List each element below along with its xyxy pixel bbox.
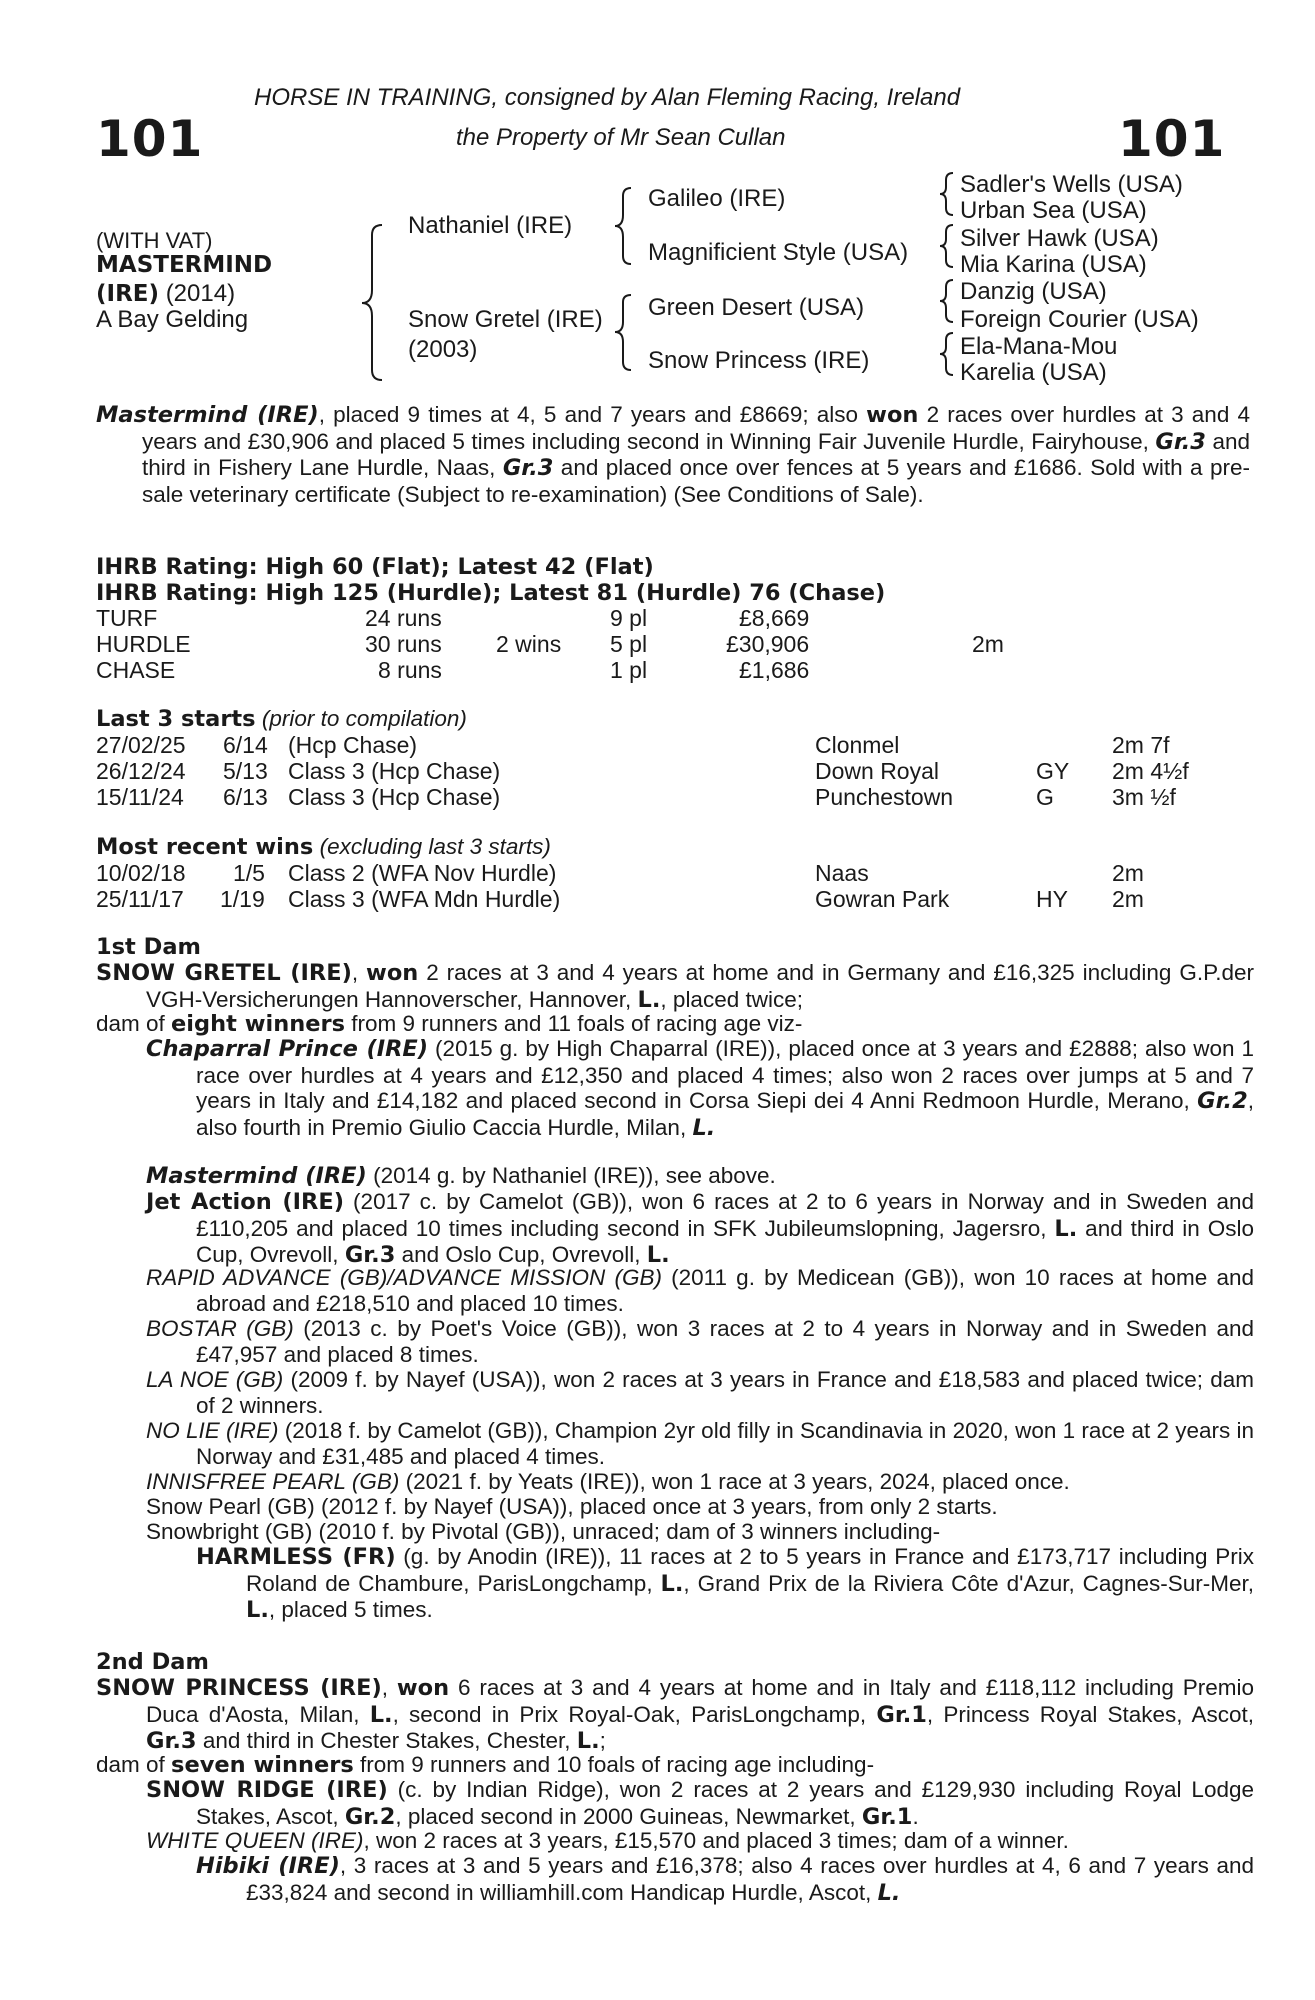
summary-won: won: [866, 402, 919, 428]
record-row-hurdle: HURDLE 30 runs 2 wins 5 pl £30,906 2m: [96, 631, 1004, 657]
produce-entry: NO LIE (IRE) (2018 f. by Camelot (GB)), Champion 2yr old filly in Scandinavia in 2020, won 1 race at 2 years in Norway and £31,485 and placed 4 times.: [146, 1418, 1255, 1469]
summary-paragraph: Mastermind (IRE), placed 9 times at 4, 5 and 7 years and £8669; also won 2 races over hurdles at 3 and 4 years and £30,906 and placed 5 times including second in Winning Fair Juvenile Hurdle, Fairyhouse, Gr.3 and third in Fishery Lane Hurdle, Naas, Gr.3 and placed once over fences at 5 years and £1686. Sold with a pre-sale veterinary certificate (Subject to re-examination) (See Conditions of Sale).: [96, 402, 1250, 507]
pedigree-dds: Ela-Mana-Mou: [960, 333, 1118, 360]
produce-entry: Mastermind (IRE) (2014 g. by Nathaniel (IRE)), see above.: [146, 1163, 776, 1189]
ihrb-rating-jumps: IHRB Rating: High 125 (Hurdle); Latest 81 (Hurdle) 76 (Chase): [96, 580, 886, 606]
first-dam-name: SNOW GRETEL (IRE): [96, 960, 352, 986]
last3-row: 27/02/25 6/14 (Hcp Chase) Clonmel 2m 7f: [96, 732, 1170, 758]
pedigree-sire: Nathaniel (IRE): [408, 212, 573, 239]
first-dam-paragraph: SNOW GRETEL (IRE), won 2 races at 3 and 4 years at home and in Germany and £16,325 including G.P.der VGH-Versicherungen Hannoverscher, Hannover, L., placed twice;: [96, 960, 1254, 1013]
last3-note: (prior to compilation): [261, 706, 467, 731]
pedigree-sds: Silver Hawk (USA): [960, 225, 1159, 252]
record-row-chase: CHASE 8 runs 1 pl £1,686: [96, 657, 810, 683]
pedigree-dam-dam: Snow Princess (IRE): [648, 347, 870, 374]
record-row-turf: TURF 24 runs 9 pl £8,669: [96, 605, 810, 631]
produce-entry: Snowbright (GB) (2010 f. by Pivotal (GB)), unraced; dam of 3 winners including-: [146, 1519, 941, 1544]
recent-wins-row: 25/11/17 1/19 Class 3 (WFA Mdn Hurdle) Gowran Park HY 2m: [96, 886, 1144, 912]
first-dam-produce-summary: dam of eight winners from 9 runners and 11 foals of racing age viz-: [96, 1011, 803, 1037]
second-dam-produce-summary: dam of seven winners from 9 runners and 10 foals of racing age including-: [96, 1752, 875, 1778]
horse-description: A Bay Gelding: [96, 306, 249, 333]
pedigree-dam-sire: Green Desert (USA): [648, 294, 865, 321]
produce-entry: HARMLESS (FR) (g. by Anodin (IRE)), 11 races at 2 to 5 years in France and £173,717 including Prix Roland de Chambure, ParisLongchamp, L., Grand Prix de la Riviera Côte d'Azur, Cagnes-Sur-Mer, L., placed 5 times.: [196, 1544, 1254, 1623]
recent-wins-row: 10/02/18 1/5 Class 2 (WFA Nov Hurdle) Naas 2m: [96, 860, 1144, 886]
pedigree-dam-year: (2003): [408, 336, 478, 363]
last3-row: 15/11/24 6/13 Class 3 (Hcp Chase) Punchestown G 3m ½f: [96, 784, 1176, 810]
recent-wins-heading: Most recent wins: [96, 834, 314, 860]
last3-heading: Last 3 starts: [96, 706, 256, 732]
lot-number-right: 101: [1118, 110, 1226, 168]
ihrb-rating-flat: IHRB Rating: High 60 (Flat); Latest 42 (Flat): [96, 554, 654, 580]
first-dam-heading: 1st Dam: [96, 934, 201, 960]
produce-entry: Snow Pearl (GB) (2012 f. by Nayef (USA)), placed once at 3 years, from only 2 starts.: [146, 1494, 998, 1519]
produce-entry: RAPID ADVANCE (GB)/ADVANCE MISSION (GB) (2011 g. by Medicean (GB)), won 10 races at home and abroad and £218,510 and placed 10 times.: [146, 1265, 1254, 1316]
lot-number-left: 101: [96, 110, 204, 168]
horse-name: MASTERMIND: [96, 252, 273, 278]
produce-entry: Chaparral Prince (IRE) (2015 g. by High Chaparral (IRE)), placed once at 3 years and £2888; also won 1 race over hurdles at 4 years and £12,350 and placed 4 times; also won 2 races over jumps at 5 and 7 years in Italy and £14,182 and placed second in Corsa Siepi dei 4 Anni Redmoon Hurdle, Merano, Gr.2, also fourth in Premio Giulio Caccia Hurdle, Milan, L.: [146, 1036, 1254, 1141]
pedigree-ssd: Urban Sea (USA): [960, 197, 1147, 224]
produce-entry: LA NOE (GB) (2009 f. by Nayef (USA)), won 2 races at 3 years in France and £18,583 and placed twice; dam of 2 winners.: [146, 1367, 1254, 1418]
produce-entry: SNOW RIDGE (IRE) (c. by Indian Ridge), won 2 races at 2 years and £129,930 including Royal Lodge Stakes, Ascot, Gr.2, placed second in 2000 Guineas, Newmarket, Gr.1.: [146, 1777, 1254, 1830]
recent-wins-note: (excluding last 3 starts): [319, 834, 551, 859]
second-dam-paragraph: SNOW PRINCESS (IRE), won 6 races at 3 and 4 years at home and in Italy and £118,112 including Premio Duca d'Aosta, Milan, L., second in Prix Royal-Oak, ParisLongchamp, Gr.1, Princess Royal Stakes, Ascot, Gr.3 and third in Chester Stakes, Chester, L.;: [96, 1675, 1255, 1754]
horse-year: (2014): [165, 280, 236, 307]
pedigree-dsd: Foreign Courier (USA): [960, 306, 1199, 333]
pedigree-sire-dam: Magnificient Style (USA): [648, 239, 909, 266]
pedigree-sire-sire: Galileo (IRE): [648, 185, 786, 212]
recent-wins-heading-line: [96, 834, 551, 860]
pedigree-sdd: Mia Karina (USA): [960, 251, 1147, 278]
vat-note: (WITH VAT): [96, 228, 213, 253]
horse-suffix: (IRE): [96, 281, 160, 307]
produce-entry: WHITE QUEEN (IRE), won 2 races at 3 years, £15,570 and placed 3 times; dam of a winner.: [146, 1828, 1069, 1853]
owner-line: the Property of Mr Sean Cullan: [456, 124, 786, 151]
pedigree-ddd: Karelia (USA): [960, 359, 1107, 386]
pedigree-sss: Sadler's Wells (USA): [960, 171, 1183, 198]
pedigree-dss: Danzig (USA): [960, 278, 1107, 305]
pedigree-dam: Snow Gretel (IRE): [408, 306, 603, 333]
last3-row: 26/12/24 5/13 Class 3 (Hcp Chase) Down Royal GY 2m 4½f: [96, 758, 1189, 784]
consignor-line: HORSE IN TRAINING, consigned by Alan Fleming Racing, Ireland: [254, 84, 961, 111]
produce-entry: BOSTAR (GB) (2013 c. by Poet's Voice (GB)), won 3 races at 2 to 4 years in Norway and in Sweden and £47,957 and placed 8 times.: [146, 1316, 1255, 1367]
second-dam-heading: 2nd Dam: [96, 1649, 209, 1675]
second-dam-name: SNOW PRINCESS (IRE): [96, 1675, 382, 1701]
produce-entry: Jet Action (IRE) (2017 c. by Camelot (GB)), won 6 races at 2 to 6 years in Norway and in Sweden and £110,205 and placed 10 times including second in SFK Jubileumslopning, Jagersro, L. and third in Oslo Cup, Ovrevoll, Gr.3 and Oslo Cup, Ovrevoll, L.: [146, 1189, 1254, 1268]
produce-entry: INNISFREE PEARL (GB) (2021 f. by Yeats (IRE)), won 1 race at 3 years, 2024, placed once.: [146, 1469, 1070, 1494]
last3-heading-line: [96, 706, 467, 732]
summary-name: Mastermind (IRE): [96, 402, 319, 428]
produce-entry: Hibiki (IRE), 3 races at 3 and 5 years and £16,378; also 4 races over hurdles at 4, 6 and 7 years and £33,824 and second in williamhill.com Handicap Hurdle, Ascot, L.: [196, 1853, 1254, 1906]
